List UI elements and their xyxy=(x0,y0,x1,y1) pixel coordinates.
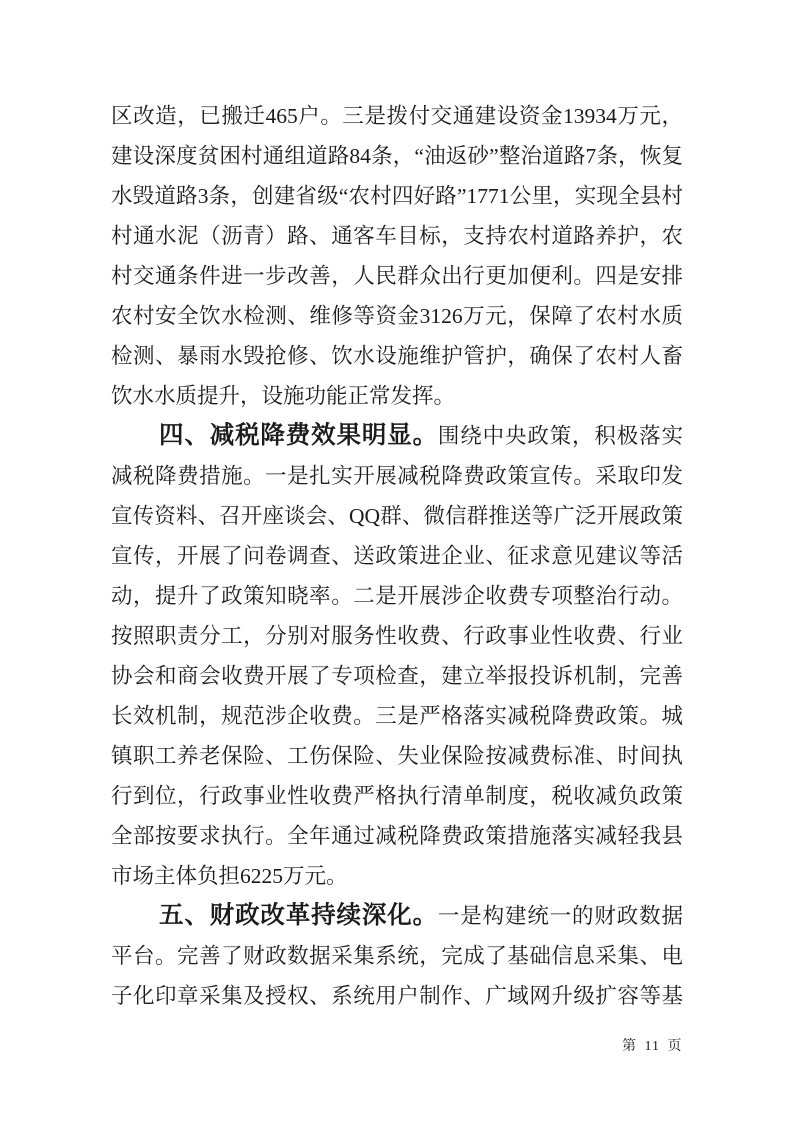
body-text-run: 建设深度贫困村通组道路84条，“油返砂”整治道路7条，恢复 xyxy=(111,144,683,168)
text-line xyxy=(111,656,683,696)
body-text-run: 全部按要求执行。全年通过减税降费政策措施落实减轻我县 xyxy=(111,824,683,848)
text-line xyxy=(111,816,683,856)
text-line xyxy=(111,696,683,736)
body-text-run: 按照职责分工，分别对服务性收费、行政事业性收费、行业 xyxy=(111,624,683,648)
body-text-run: 镇职工养老保险、工伤保险、失业保险按减费标准、时间执 xyxy=(111,744,683,768)
text-line xyxy=(111,216,683,256)
section-heading-text: 五、财政改革持续深化。 xyxy=(159,902,438,929)
text-line xyxy=(111,896,683,936)
body-text-run: 平台。完善了财政数据采集系统，完成了基础信息采集、电 xyxy=(111,944,683,968)
text-line xyxy=(111,456,683,496)
text-line xyxy=(111,336,683,376)
body-text-run: 围绕中央政策，积极落实 xyxy=(437,424,683,448)
body-text-run: 饮水水质提升，设施功能正常发挥。 xyxy=(111,384,456,408)
body-text-run: 减税降费措施。一是扎实开展减税降费政策宣传。采取印发 xyxy=(111,464,683,488)
body-text-run: 村交通条件进一步改善，人民群众出行更加便利。四是安排 xyxy=(111,264,683,288)
text-line xyxy=(111,576,683,616)
body-text-run: 子化印章采集及授权、系统用户制作、广域网升级扩容等基 xyxy=(111,984,683,1008)
text-line xyxy=(111,856,683,896)
text-line xyxy=(111,736,683,776)
body-text-run: 宣传，开展了问卷调查、送政策进企业、征求意见建议等活 xyxy=(111,544,683,568)
body-text-run: 检测、暴雨水毁抢修、饮水设施维护管护，确保了农村人畜 xyxy=(111,344,683,368)
body-text-run: 村通水泥（沥青）路、通客车目标，支持农村道路养护，农 xyxy=(111,224,683,248)
text-line xyxy=(111,136,683,176)
body-text-run: 农村安全饮水检测、维修等资金3126万元，保障了农村水质 xyxy=(111,304,683,328)
page-footer xyxy=(622,1038,682,1056)
text-line xyxy=(111,96,683,136)
text-line xyxy=(111,496,683,536)
body-text-run: 协会和商会收费开展了专项检查，建立举报投诉机制，完善 xyxy=(111,664,683,688)
document-body xyxy=(111,96,683,1016)
text-line xyxy=(111,296,683,336)
body-text-run: 市场主体负担6225万元。 xyxy=(111,864,348,888)
body-text-run: 长效机制，规范涉企收费。三是严格落实减税降费政策。城 xyxy=(111,704,683,728)
text-line xyxy=(111,976,683,1016)
text-line xyxy=(111,416,683,456)
body-text-run: 行到位，行政事业性收费严格执行清单制度，税收减负政策 xyxy=(111,784,683,808)
page-number-label: 第 11 页 xyxy=(622,1039,683,1054)
text-line xyxy=(111,256,683,296)
body-text-run: 宣传资料、召开座谈会、QQ群、微信群推送等广泛开展政策 xyxy=(111,504,683,528)
text-line xyxy=(111,376,683,416)
section-heading-text: 四、减税降费效果明显。 xyxy=(159,422,438,449)
text-line xyxy=(111,176,683,216)
body-text-run: 区改造，已搬迁465户。三是拨付交通建设资金13934万元， xyxy=(111,104,683,128)
text-line xyxy=(111,776,683,816)
body-text-run: 一是构建统一的财政数据 xyxy=(437,904,683,928)
body-text-run: 动，提升了政策知晓率。二是开展涉企收费专项整治行动。 xyxy=(111,584,683,608)
text-line xyxy=(111,936,683,976)
text-line xyxy=(111,536,683,576)
body-text-run: 水毁道路3条，创建省级“农村四好路”1771公里，实现全县村 xyxy=(111,184,683,208)
text-line xyxy=(111,616,683,656)
